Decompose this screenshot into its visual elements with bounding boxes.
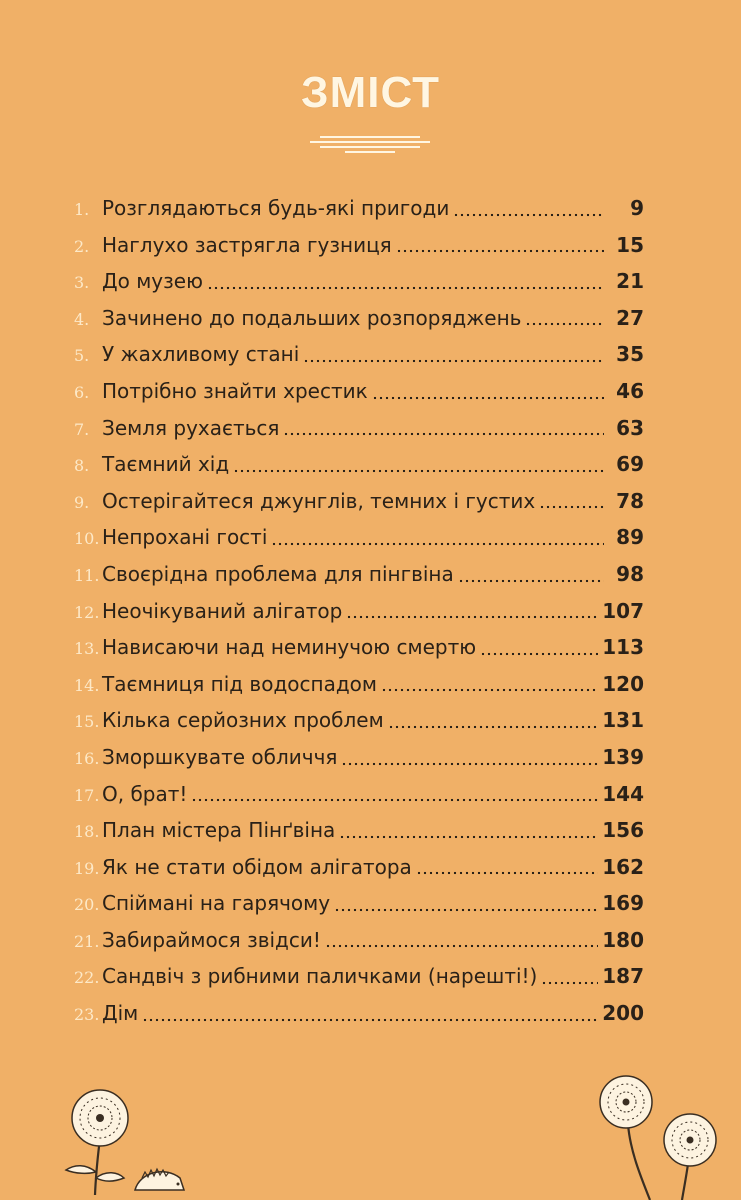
dot-leader: [191, 798, 598, 802]
toc-page: 162: [602, 854, 644, 879]
toc-entry-17[interactable]: [74, 776, 644, 813]
toc-number: 6.: [74, 382, 90, 402]
dot-leader: [271, 542, 604, 546]
toc-entry-4[interactable]: [74, 300, 644, 337]
toc-page: 27: [616, 305, 644, 330]
toc-entry-9[interactable]: [74, 483, 644, 520]
dot-leader: [303, 359, 604, 363]
toc-label: Розглядаються будь-які пригоди: [102, 196, 450, 220]
toc-number: 10.: [74, 529, 100, 549]
toc-number: 14.: [74, 675, 100, 695]
toc-page: 21: [616, 269, 644, 294]
dot-leader: [388, 725, 599, 729]
toc-page: 107: [602, 598, 644, 623]
toc-page: 120: [602, 671, 644, 696]
dot-leader: [207, 286, 604, 290]
toc-label: Нависаючи над неминучою смертю: [102, 635, 477, 660]
dandelion-flower-icon: [66, 1090, 128, 1195]
dot-leader: [416, 871, 598, 875]
toc-number: 9.: [74, 492, 90, 512]
toc-number: 8.: [74, 456, 90, 476]
toc-entry-18[interactable]: [74, 812, 644, 849]
toc-label: Остерігайтеся джунглів, темних і густих: [102, 488, 536, 513]
toc-page: 113: [602, 635, 644, 660]
dot-leader: [396, 249, 604, 253]
toc-page: 98: [616, 561, 644, 586]
toc-entry-3[interactable]: [74, 263, 644, 300]
toc-page: 9: [630, 196, 644, 220]
toc-number: 15.: [74, 712, 100, 732]
toc-entry-21[interactable]: [74, 922, 644, 959]
dot-leader: [346, 615, 598, 619]
dot-leader: [541, 981, 598, 985]
flowers-illustration: [0, 1060, 741, 1200]
dot-leader: [339, 835, 598, 839]
toc-page: 180: [602, 927, 644, 952]
dot-leader: [458, 579, 604, 583]
toc-label: Земля рухається: [102, 415, 280, 440]
toc-label: Неочікуваний алігатор: [102, 598, 343, 623]
toc-entry-10[interactable]: [74, 519, 644, 556]
toc-page: 46: [616, 378, 644, 403]
toc-entry-1[interactable]: [74, 190, 644, 227]
toc-page: 169: [602, 891, 644, 916]
toc-label: У жахливому стані: [102, 342, 300, 367]
toc-number: 4.: [74, 309, 90, 329]
hedgehog-icon: [135, 1169, 184, 1190]
toc-number: 16.: [74, 748, 100, 768]
toc-label: Своєрідна проблема для пінгвіна: [102, 561, 454, 586]
toc-page: 200: [602, 1001, 644, 1026]
table-of-contents: [74, 190, 644, 1032]
toc-entry-7[interactable]: [74, 410, 644, 447]
toc-label: Таємниця під водоспадом: [102, 671, 377, 696]
toc-entry-8[interactable]: [74, 446, 644, 483]
toc-label: Кілька серйозних проблем: [102, 708, 384, 733]
dandelion-flower-icon: [600, 1076, 652, 1200]
toc-label: Спіймані на гарячому: [102, 891, 331, 916]
toc-label: До музею: [102, 269, 203, 294]
toc-number: 18.: [74, 822, 100, 842]
toc-entry-13[interactable]: [74, 629, 644, 666]
toc-page: 144: [602, 781, 644, 806]
toc-entry-19[interactable]: [74, 849, 644, 886]
toc-number: 20.: [74, 895, 100, 915]
toc-number: 5.: [74, 346, 90, 366]
toc-page: 89: [616, 525, 644, 550]
toc-entry-23[interactable]: [74, 995, 644, 1032]
toc-page: 15: [616, 232, 644, 257]
toc-entry-11[interactable]: [74, 556, 644, 593]
toc-entry-20[interactable]: [74, 885, 644, 922]
toc-number: 2.: [74, 236, 90, 256]
toc-number: 1.: [74, 200, 90, 219]
toc-number: 7.: [74, 419, 90, 439]
toc-label: Сандвіч з рибними паличками (нарешті!): [102, 964, 538, 989]
toc-label: О, брат!: [102, 781, 188, 806]
toc-label: Зморшкувате обличчя: [102, 744, 338, 769]
dot-leader: [453, 213, 604, 217]
toc-entry-14[interactable]: [74, 666, 644, 703]
toc-entry-22[interactable]: [74, 958, 644, 995]
dot-leader: [480, 652, 598, 656]
toc-entry-5[interactable]: [74, 336, 644, 373]
toc-entry-16[interactable]: [74, 739, 644, 776]
toc-label: Зачинено до подальших розпоряджень: [102, 305, 522, 330]
toc-label: Забираймося звідси!: [102, 927, 321, 952]
dot-leader: [539, 505, 604, 509]
toc-label: Наглухо застрягла гузниця: [102, 232, 392, 257]
toc-number: 12.: [74, 602, 100, 622]
toc-label: Дім: [102, 1001, 139, 1026]
toc-page: 131: [602, 708, 644, 733]
toc-entry-2[interactable]: [74, 227, 644, 264]
dot-leader: [142, 1018, 598, 1022]
toc-label: Таємний хід: [102, 452, 230, 477]
dot-leader: [233, 469, 604, 473]
dot-leader: [381, 688, 598, 692]
toc-number: 23.: [74, 1005, 100, 1025]
toc-number: 22.: [74, 968, 100, 988]
toc-entry-6[interactable]: [74, 373, 644, 410]
toc-page: 139: [602, 744, 644, 769]
toc-number: 19.: [74, 858, 100, 878]
toc-page: 35: [616, 342, 644, 367]
toc-page: 156: [602, 818, 644, 843]
dot-leader: [341, 762, 598, 766]
toc-entry-15[interactable]: [74, 702, 644, 739]
toc-number: 21.: [74, 931, 100, 951]
divider-ornament: [300, 133, 440, 155]
toc-entry-12[interactable]: [74, 593, 644, 630]
toc-page: 69: [616, 452, 644, 477]
toc-page: 63: [616, 415, 644, 440]
page-title: ЗМІСТ: [301, 68, 440, 117]
toc-number: 17.: [74, 785, 100, 805]
dot-leader: [325, 944, 598, 948]
dot-leader: [525, 322, 604, 326]
dot-leader: [372, 396, 604, 400]
toc-label: Як не стати обідом алігатора: [102, 854, 412, 879]
toc-page: 78: [616, 488, 644, 513]
toc-label: План містера Пінґвіна: [102, 818, 336, 843]
toc-number: 11.: [74, 565, 100, 585]
toc-number: 13.: [74, 639, 100, 659]
dandelion-flower-icon: [664, 1114, 716, 1200]
toc-label: Непрохані гості: [102, 525, 268, 550]
toc-label: Потрібно знайти хрестик: [102, 378, 368, 403]
dot-leader: [334, 908, 598, 912]
toc-number: 3.: [74, 273, 90, 293]
dot-leader: [283, 432, 604, 436]
toc-page: 187: [602, 964, 644, 989]
